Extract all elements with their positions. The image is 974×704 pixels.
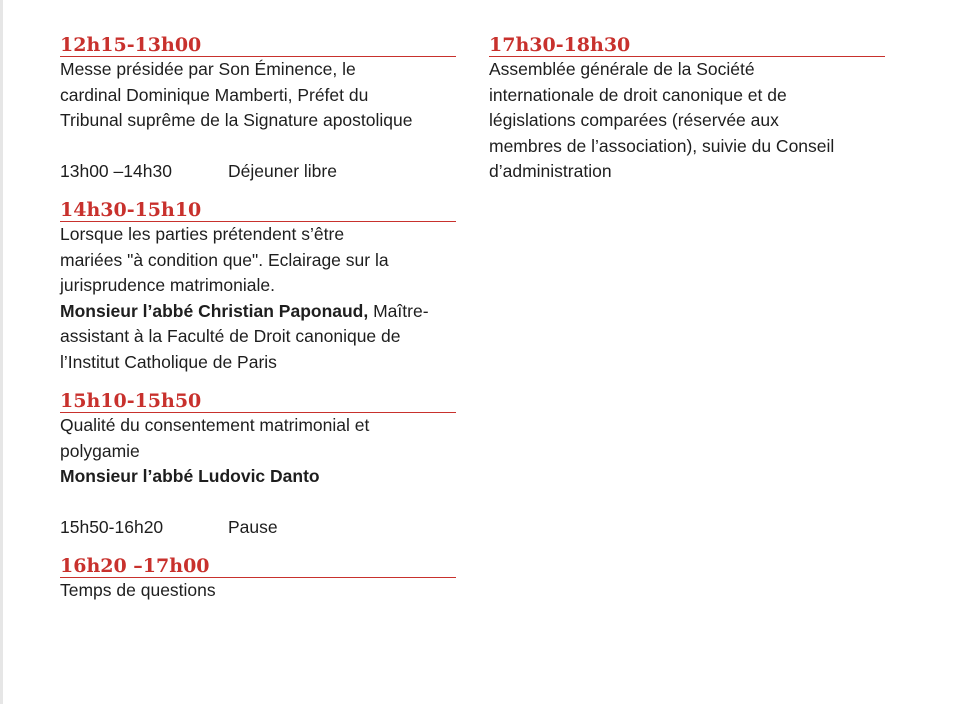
speaker-title-line: l’Institut Catholique de Paris	[60, 351, 277, 372]
session-general-assembly	[489, 33, 885, 185]
lunch-row	[60, 159, 456, 185]
session-description-line: Qualité du consentement matrimonial et	[60, 415, 370, 435]
lunch-label: Déjeuner libre	[228, 160, 337, 181]
session-time-heading: 14h30-15h10	[60, 198, 456, 222]
pause-time: 15h50-16h20	[60, 516, 164, 537]
left-column	[60, 33, 456, 604]
session-description-line: Tribunal suprême de la Signature apostolique	[60, 110, 413, 130]
session-description-line: Assemblée générale de la Société	[489, 59, 755, 79]
session-description-line: d’administration	[489, 161, 612, 181]
session-description-line: législations comparées (réservée aux	[489, 110, 779, 130]
session-time-heading: 12h15-13h00	[60, 33, 456, 57]
session-description-line: mariées "à condition que". Eclairage sur la	[60, 249, 389, 270]
lunch-time: 13h00 –14h30	[60, 160, 172, 181]
session-questions	[60, 554, 456, 604]
session-description-line: Temps de questions	[60, 580, 216, 600]
right-column	[489, 33, 885, 185]
session-description-line: polygamie	[60, 440, 140, 461]
speaker-title: Maître-	[368, 300, 429, 321]
session-time-heading: 15h10-15h50	[60, 389, 456, 413]
session-polygamy	[60, 389, 456, 490]
page-edge	[0, 0, 3, 704]
session-jurisprudence	[60, 198, 456, 375]
pause-label: Pause	[228, 516, 278, 537]
speaker-name: Monsieur l’abbé Christian Paponaud,	[60, 300, 369, 321]
session-description-line: membres de l’association), suivie du Conseil	[489, 135, 835, 156]
session-description-line: jurisprudence matrimoniale.	[60, 275, 275, 295]
session-description-line: Messe présidée par Son Éminence, le	[60, 59, 356, 79]
speaker-title-line: assistant à la Faculté de Droit canonique de	[60, 326, 401, 346]
session-mass	[60, 33, 456, 134]
session-time-heading: 17h30-18h30	[489, 33, 885, 57]
session-time-heading: 16h20 –17h00	[60, 554, 456, 578]
session-description-line: internationale de droit canonique et de	[489, 84, 787, 105]
session-description-line: cardinal Dominique Mamberti, Préfet du	[60, 84, 369, 105]
speaker-line	[60, 299, 456, 325]
session-description-line: Lorsque les parties prétendent s’être	[60, 224, 345, 244]
pause-row	[60, 515, 456, 541]
speaker-name: Monsieur l’abbé Ludovic Danto	[60, 466, 320, 486]
